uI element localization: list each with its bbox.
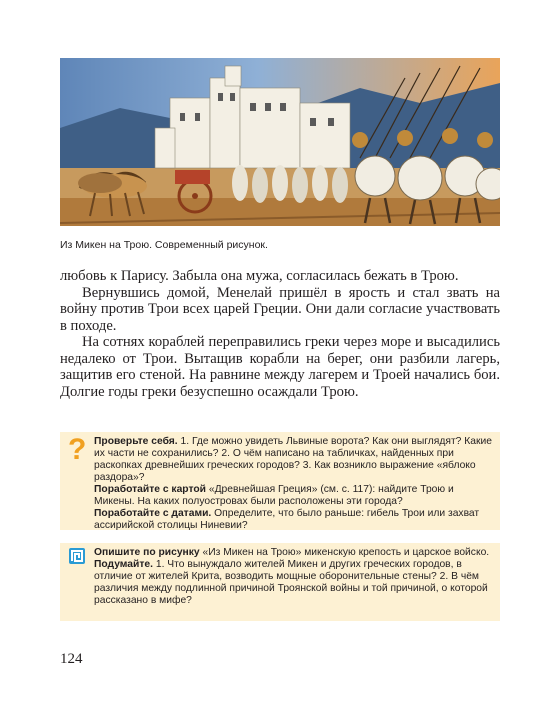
map-task-text: «Древнейшая Греция» (см. с. 117): найдите Трою и Микены. На каких полуостровах были расположены эти города? [94, 484, 454, 507]
check-yourself-text: 1. Где можно увидеть Львиные ворота? Как они выглядят? Какие их части не сохранились? 2. О чём написано на табличках, найденных при раскопках древнейших греческих городов? 3. Как возникло выражение «яблоко раздора»? [94, 436, 492, 483]
illustration-caption: Из Микен на Трою. Современный рисунок. [60, 239, 268, 251]
map-task-label: Поработайте с картой [94, 484, 206, 495]
describe-task-text: «Из Микен на Трою» микенскую крепость и царское войско. [199, 547, 490, 558]
think-task [94, 559, 492, 607]
main-text [60, 268, 500, 400]
meander-key-icon [69, 548, 85, 564]
think-task-text: 1. Что вынуждало жителей Микен и других греческих городов, в отличие от жителей Крита, возводить мощные оборонительные стены? 2. В чём различия между подлинной причиной Троянской войны и той причиной, о которой рассказано в мифе? [94, 559, 488, 606]
describe-task-label: Опишите по рисунку [94, 547, 200, 558]
paragraph: Вернувшись домой, Менелай пришёл в ярость и стал звать на войну против Трои всех царей Греции. Они дали согласие участвовать в походе. [60, 284, 500, 334]
question-mark-icon: ? [68, 433, 87, 466]
mycenae-troy-painting [60, 58, 500, 226]
tasks-box [60, 543, 500, 621]
page-number: 124 [60, 651, 83, 667]
check-yourself-label: Проверьте себя. [94, 436, 178, 447]
dates-task-text: Определите, что было раньше: гибель Трои или захват ассирийской столицы Ниневии? [94, 508, 480, 531]
dates-task-label: Поработайте с датами. [94, 508, 212, 519]
paragraph: любовь к Парису. Забыла она мужа, согласилась бежать в Трою. [60, 268, 459, 284]
dates-task [94, 508, 492, 532]
map-task [94, 484, 492, 508]
paragraph: На сотнях кораблей переправились греки через море и высадились недалеко от Трои. Вытащив корабли на берег, они разбили лагерь, защитив его стеной. На равнине между лагерем и Троей начались бои. Долгие годы греки безуспешно осаждали Трою. [60, 334, 500, 400]
think-task-label: Подумайте. [94, 559, 153, 570]
review-questions-box [60, 432, 500, 530]
describe-task [94, 547, 492, 559]
illustration-mycenae-to-troy [60, 58, 500, 226]
check-yourself [94, 436, 492, 484]
